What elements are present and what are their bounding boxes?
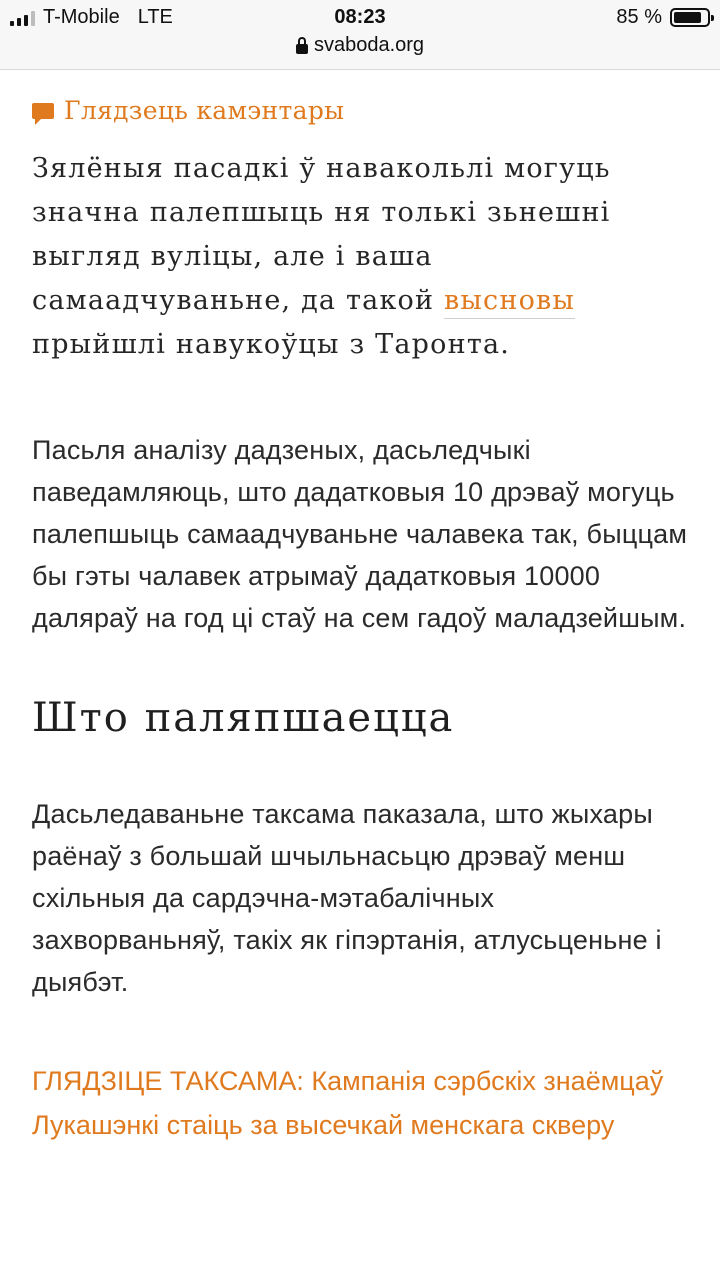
- paragraph-analysis: Пасьля аналізу дадзеных, дасьледчыкі паведамляюць, што дадатковыя 10 дрэваў могуць палепшыць самаадчуваньне чалавека так, быццам бы гэты чалавек атрымаў дадатковыя 10000 даляраў на год ці стаў на сем гадоў маладзейшым.: [32, 435, 688, 633]
- article-body: [32, 70, 688, 1147]
- section-heading: Што паляпшаецца: [32, 695, 455, 741]
- address-bar[interactable]: [0, 34, 720, 57]
- related-article-link[interactable]: ГЛЯДЗІЦЕ ТАКСАМА: Кампанія сэрбскіх знаёмцаў Лукашэнкі стаіць за высечкай менскага скверу: [32, 1066, 664, 1140]
- battery-percent: 85 %: [616, 6, 662, 28]
- lead-text-start: Зялёныя пасадкі ў навакольлі могуць значна палепшыць ня толькі зьнешні выгляд вуліцы, але і ваша самаадчуваньне, да такой: [32, 153, 611, 316]
- battery-info: [616, 6, 710, 29]
- paragraph-research: Дасьледаваньне таксама паказала, што жыхары раёнаў з большай шчыльнасьцю дрэваў менш схільныя да сардэчна-мэтабалічных захворваньняў, такіх як гіпэртанія, атлусьценьне і дыябэт.: [32, 799, 662, 997]
- view-comments-link[interactable]: [32, 96, 688, 125]
- view-comments-label[interactable]: Глядзець камэнтары: [64, 96, 345, 125]
- battery-icon: [670, 8, 710, 27]
- lead-text-end: прыйшлі навукоўцы з Таронта.: [32, 329, 511, 360]
- conclusions-link[interactable]: высновы: [444, 285, 575, 319]
- comment-bubble-icon: [32, 103, 54, 119]
- lock-icon: [296, 44, 308, 54]
- network-type: LTE: [137, 6, 173, 28]
- status-bar: [0, 0, 720, 70]
- url-text[interactable]: svaboda.org: [313, 34, 425, 56]
- carrier-name: T-Mobile: [43, 6, 120, 28]
- article-lead: [32, 147, 688, 367]
- clock: 08:23: [334, 6, 386, 28]
